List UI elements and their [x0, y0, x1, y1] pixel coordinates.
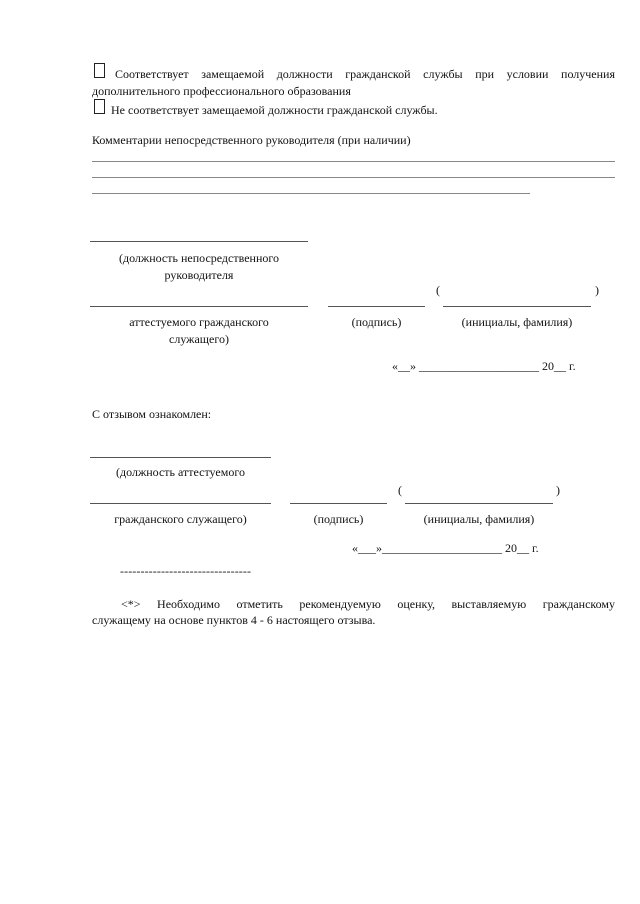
footnote-text-line1: <*> Необходимо отметить рекомендуемую оценку, выставляемую гражданскому — [121, 597, 615, 611]
comments-line-3[interactable] — [92, 193, 530, 194]
employee-close-paren: ) — [556, 483, 560, 497]
manager-name-caption: (инициалы, фамилия) — [461, 315, 573, 329]
manager-open-paren: ( — [436, 283, 440, 297]
comments-line-1[interactable] — [92, 161, 615, 162]
manager-name-line[interactable] — [443, 306, 591, 307]
comments-label: Комментарии непосредственного руководителя (при наличии) — [92, 133, 411, 147]
manager-date[interactable]: «__» ____________________ 20__ г. — [392, 359, 576, 373]
manager-close-paren: ) — [595, 283, 599, 297]
option-conditional-conform-line2: дополнительного профессионального образования — [92, 84, 351, 98]
employee-name-line[interactable] — [405, 503, 553, 504]
checkbox-not-conform[interactable] — [94, 99, 105, 114]
manager-position-caption-2: руководителя — [164, 268, 234, 282]
acquainted-label: С отзывом ознакомлен: — [92, 407, 212, 421]
footnote-separator: -------------------------------- — [120, 564, 252, 578]
footnote-text-line2: служащему на основе пунктов 4 - 6 настоящего отзыва. — [92, 613, 376, 627]
employee-signature-line[interactable] — [290, 503, 387, 504]
employee-position-line-top[interactable] — [90, 457, 271, 458]
comments-line-2[interactable] — [92, 177, 615, 178]
employee-date[interactable]: «___»____________________ 20__ г. — [352, 541, 539, 555]
employee-position-caption-2: гражданского служащего) — [114, 512, 247, 526]
manager-signature-line[interactable] — [328, 306, 425, 307]
manager-position-caption-4: служащего) — [169, 332, 229, 346]
manager-signature-caption: (подпись) — [351, 315, 402, 329]
option-conditional-conform-line1: Соответствует замещаемой должности гражданской службы при условии получения — [115, 67, 615, 81]
option-not-conform: Не соответствует замещаемой должности гражданской службы. — [111, 103, 438, 117]
manager-position-caption-1: (должность непосредственного — [118, 251, 279, 265]
employee-name-caption: (инициалы, фамилия) — [423, 512, 535, 526]
employee-open-paren: ( — [398, 483, 402, 497]
checkbox-conditional-conform[interactable] — [94, 63, 105, 78]
manager-position-caption-3: аттестуемого гражданского — [129, 315, 269, 329]
employee-signature-caption: (подпись) — [313, 512, 364, 526]
manager-position-line-bottom[interactable] — [90, 306, 308, 307]
employee-position-caption-1: (должность аттестуемого — [116, 465, 245, 479]
employee-position-line-bottom[interactable] — [90, 503, 271, 504]
manager-position-line-top[interactable] — [90, 241, 308, 242]
